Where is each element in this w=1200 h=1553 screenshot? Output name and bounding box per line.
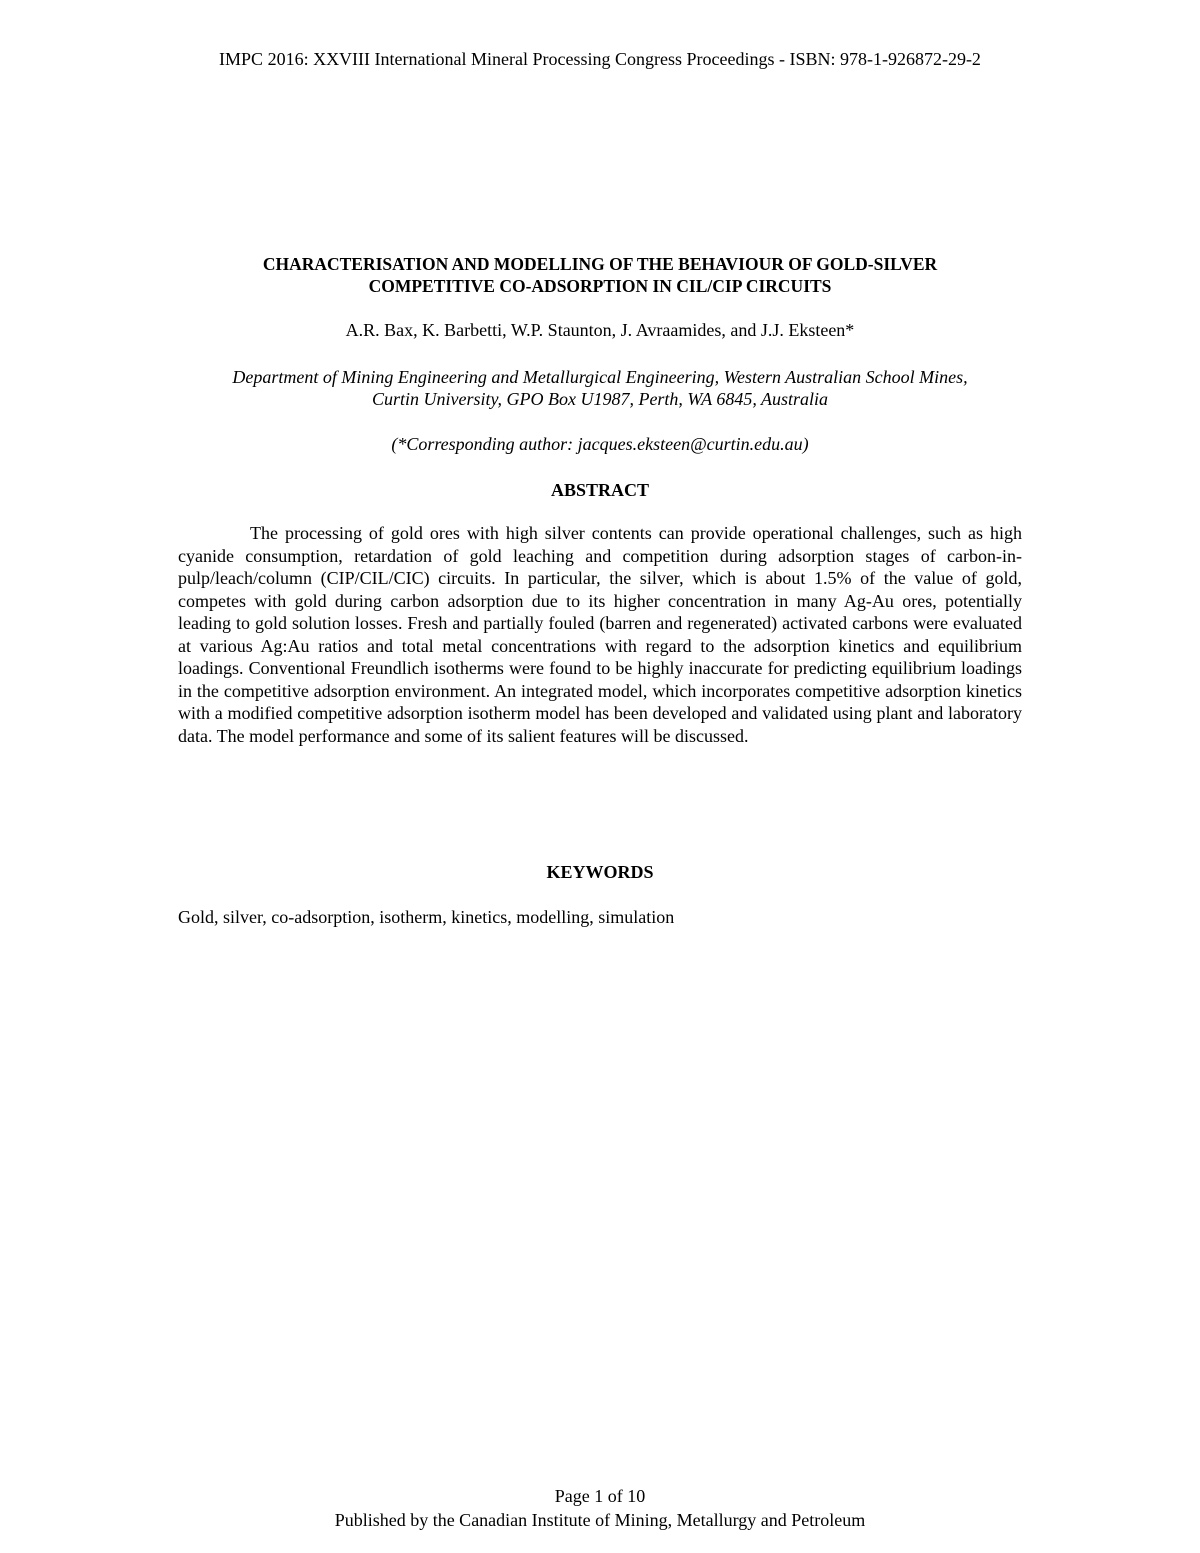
running-header: IMPC 2016: XXVIII International Mineral Processing Congress Proceedings - ISBN: 978-1-926872-29-2 — [219, 49, 981, 69]
paper-title — [150, 253, 1050, 297]
publisher-line: Published by the Canadian Institute of Mining, Metallurgy and Petroleum — [334, 1510, 866, 1530]
author-list: A.R. Bax, K. Barbetti, W.P. Staunton, J. Avraamides, and J.J. Eksteen* — [345, 320, 855, 340]
corresponding-author: (*Corresponding author: jacques.eksteen@curtin.edu.au) — [391, 434, 809, 454]
page-number: Page 1 of 10 — [554, 1486, 646, 1506]
keywords-heading: KEYWORDS — [546, 862, 654, 882]
affiliation-line: Department of Mining Engineering and Metallurgical Engineering, Western Australian School Mines, — [232, 367, 968, 387]
affiliation-line: Curtin University, GPO Box U1987, Perth, WA 6845, Australia — [371, 389, 829, 409]
abstract-heading: ABSTRACT — [550, 480, 650, 500]
keywords-text: Gold, silver, co-adsorption, isotherm, kinetics, modelling, simulation — [178, 907, 675, 927]
affiliation — [100, 366, 1100, 410]
abstract-text: The processing of gold ores with high silver contents can provide operational challenges, such as high cyanide consumption, retardation of gold leaching and competition during adsorption stages of carbon-in-pulp/leach/column (CIP/CIL/CIC) circuits. In particular, the silver, which is about 1.5% of the value of gold, competes with gold during carbon adsorption due to its higher concentration in many Ag-Au ores, potentially leading to gold solution losses. Fresh and partially fouled (barren and regenerated) activated carbons were evaluated at various Ag:Au ratios and total metal concentrations with regard to the adsorption kinetics and equilibrium loadings. Conventional Freundlich isotherms were found to be highly inaccurate for predicting equilibrium loadings in the competitive adsorption environment. An integrated model, which incorporates competitive adsorption kinetics with a modified competitive adsorption isotherm model has been developed and validated using plant and laboratory data. The model performance and some of its salient features will be discussed. — [178, 523, 1022, 746]
paper-title-line: COMPETITIVE CO-ADSORPTION IN CIL/CIP CIRCUITS — [368, 276, 832, 296]
paper-title-line: CHARACTERISATION AND MODELLING OF THE BEHAVIOUR OF GOLD-SILVER — [262, 254, 938, 274]
